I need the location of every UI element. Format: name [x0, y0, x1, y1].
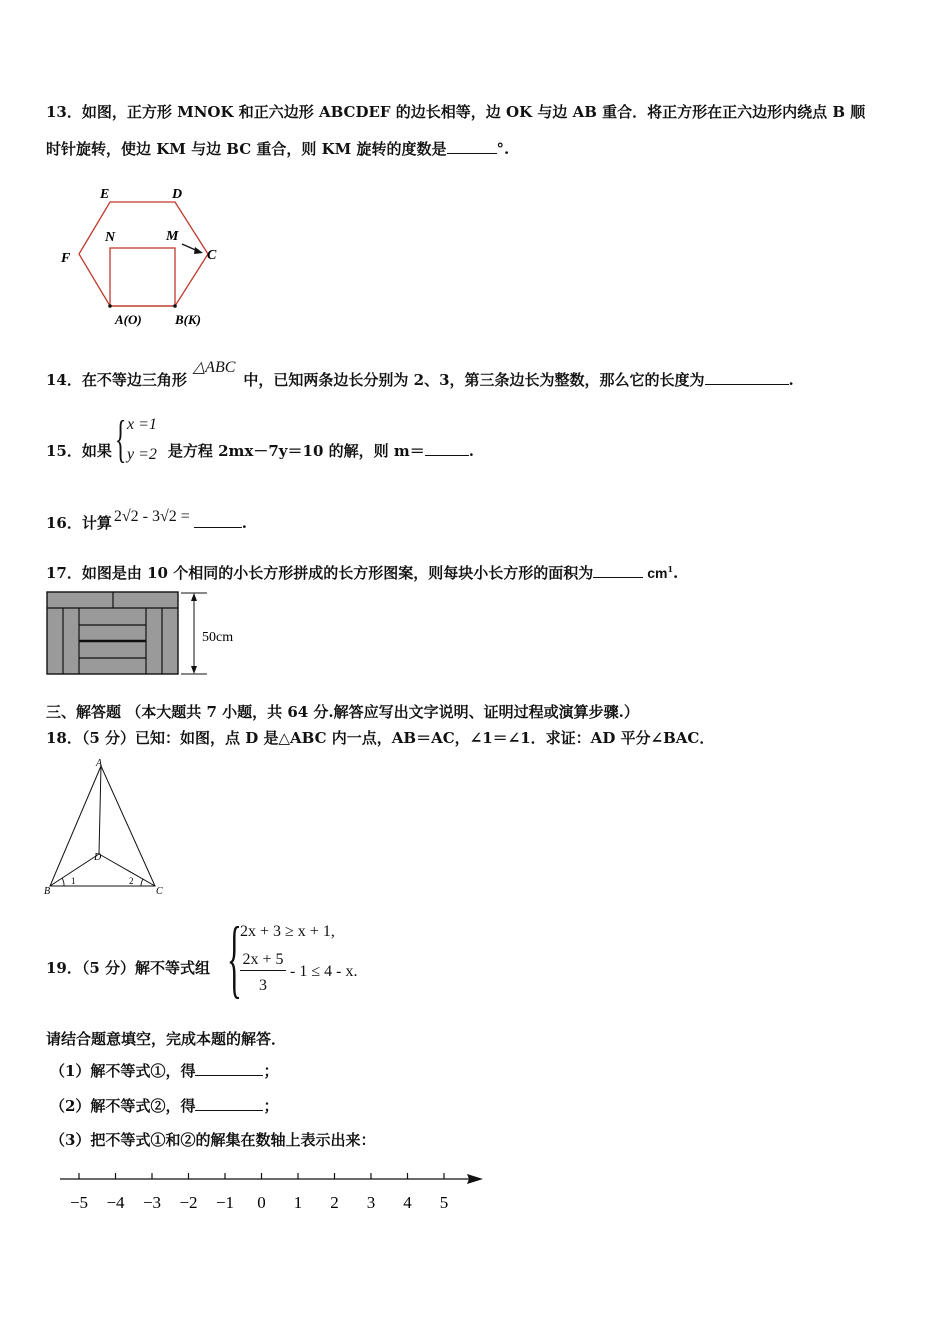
q19-line: 19．（5 分）解不等式组 — [46, 959, 211, 977]
q15-answer-blank[interactable] — [425, 441, 469, 456]
label-M: M — [166, 229, 179, 244]
q14-line — [46, 359, 794, 391]
q19-step2-text: （2）解不等式②，得 — [50, 1097, 196, 1115]
axis-label: −1 — [215, 1193, 235, 1212]
q16-text-end: . — [241, 514, 248, 532]
arrow-head — [194, 247, 203, 254]
q16-expression: 2√2 - 3√2 = — [113, 508, 190, 525]
q14-triangle: △ABC — [192, 359, 236, 376]
q13-line1: 13．如图，正方形 MNOK 和正六边形 ABCDEF 的边长相等，边 OK 与边 AB 重合．将正方形在正六边形内绕点 B 顺 — [46, 103, 866, 121]
dimension-label: 50cm — [202, 630, 234, 645]
q14-text-pre: 14．在不等边三角形 — [46, 371, 187, 389]
q19-step1 — [50, 1061, 278, 1081]
label-D: D — [94, 852, 102, 863]
q18-text: 18．（5 分）已知：如图，点 D 是△ABC 内一点，AB＝AC，∠1＝∠1．求证：AD 平分∠BAC． — [46, 729, 715, 747]
triangle-figure — [40, 756, 180, 896]
axis-label: 5 — [439, 1193, 449, 1212]
q19-step1-blank[interactable] — [195, 1061, 263, 1076]
label-C: C — [156, 886, 163, 897]
label-AO: A(O) — [115, 312, 142, 327]
axis-label: −5 — [69, 1193, 89, 1212]
q14-answer-blank[interactable] — [705, 370, 789, 385]
axis-label: 0 — [257, 1193, 266, 1212]
label-B: B — [44, 886, 51, 897]
hexagon-shape — [79, 202, 208, 306]
hexagon-figure — [55, 182, 245, 332]
label-N: N — [105, 230, 116, 245]
q13-line2 — [46, 139, 509, 159]
q15-text-pre: 15．如果 — [46, 442, 112, 460]
label-D: D — [172, 187, 183, 202]
q13-answer-blank[interactable] — [447, 139, 497, 154]
axis-arrow — [467, 1174, 483, 1184]
q15-line — [46, 441, 474, 461]
q17-text-pre: 17．如图是由 10 个相同的小长方形拼成的长方形图案，则每块小长方形的面积为 — [46, 564, 594, 582]
q15-brace: { — [115, 411, 127, 468]
q19-step3: （3）把不等式①和②的解集在数轴上表示出来： — [50, 1131, 376, 1149]
label-BK: B(K) — [175, 312, 201, 327]
label-A: A — [96, 758, 103, 769]
q15-text-end: . — [468, 442, 474, 460]
q19-ineq1: 2x + 3 ≥ x + 1, — [240, 923, 335, 940]
q15-eq2: y =2 — [127, 446, 157, 463]
label-F: F — [61, 251, 71, 266]
axis-label: −3 — [142, 1193, 162, 1212]
q19-step2 — [50, 1096, 278, 1116]
q13-line2-text: 时针旋转，使边 KM 与边 BC 重合，则 KM 旋转的度数是 — [46, 140, 447, 158]
q16-answer-blank[interactable] — [194, 513, 242, 528]
q19-ineq2-numerator: 2x + 5 — [240, 951, 286, 971]
square-shape — [110, 248, 175, 306]
q19-step1-text: （1）解不等式①，得 — [50, 1062, 196, 1080]
q14-text-end: . — [788, 371, 794, 389]
axis-label: −2 — [179, 1193, 198, 1212]
q19-brace: { — [227, 910, 242, 1007]
axis-label: 2 — [330, 1193, 339, 1212]
label-E: E — [100, 187, 110, 202]
q19-ineq2-denominator: 3 — [259, 977, 267, 994]
q17-answer-blank[interactable] — [593, 563, 643, 578]
q17-text-end: . — [673, 564, 679, 582]
axis-label: 4 — [403, 1193, 412, 1212]
axis-label: 1 — [293, 1193, 303, 1212]
q19-step2-end: ； — [263, 1097, 279, 1115]
label-C: C — [207, 248, 217, 263]
q19-prompt: 请结合题意填空，完成本题的解答． — [46, 1030, 287, 1048]
q16-text-pre: 16．计算 — [46, 514, 112, 532]
axis-label: 3 — [366, 1193, 376, 1212]
q17-unit: cm — [647, 565, 668, 581]
section3-heading: 三、解答题 （本大题共 7 小题，共 64 分.解答应写出文字说明、证明过程或演算步骤.） — [46, 703, 639, 721]
number-line — [55, 1165, 495, 1220]
q15-eq1: x =1 — [127, 416, 157, 433]
q13-line2-end: °. — [496, 140, 510, 158]
angle-1: 1 — [71, 876, 76, 886]
q16-line — [46, 508, 248, 534]
q19-step2-blank[interactable] — [195, 1096, 263, 1111]
q19-step1-end: ； — [263, 1062, 279, 1080]
q15-text-mid: 是方程 2mx－7y＝10 的解，则 m＝ — [167, 442, 425, 460]
q19-ineq2-rest: - 1 ≤ 4 - x. — [290, 963, 358, 980]
q14-text-mid: 中，已知两条边长分别为 2、3，第三条边长为整数，那么它的长度为 — [243, 371, 705, 389]
rectangle-figure — [47, 592, 247, 678]
angle-2: 2 — [129, 876, 134, 886]
q17-unit-sup: 1 — [667, 564, 674, 574]
axis-label: −4 — [106, 1193, 125, 1212]
q17-line — [46, 559, 678, 583]
